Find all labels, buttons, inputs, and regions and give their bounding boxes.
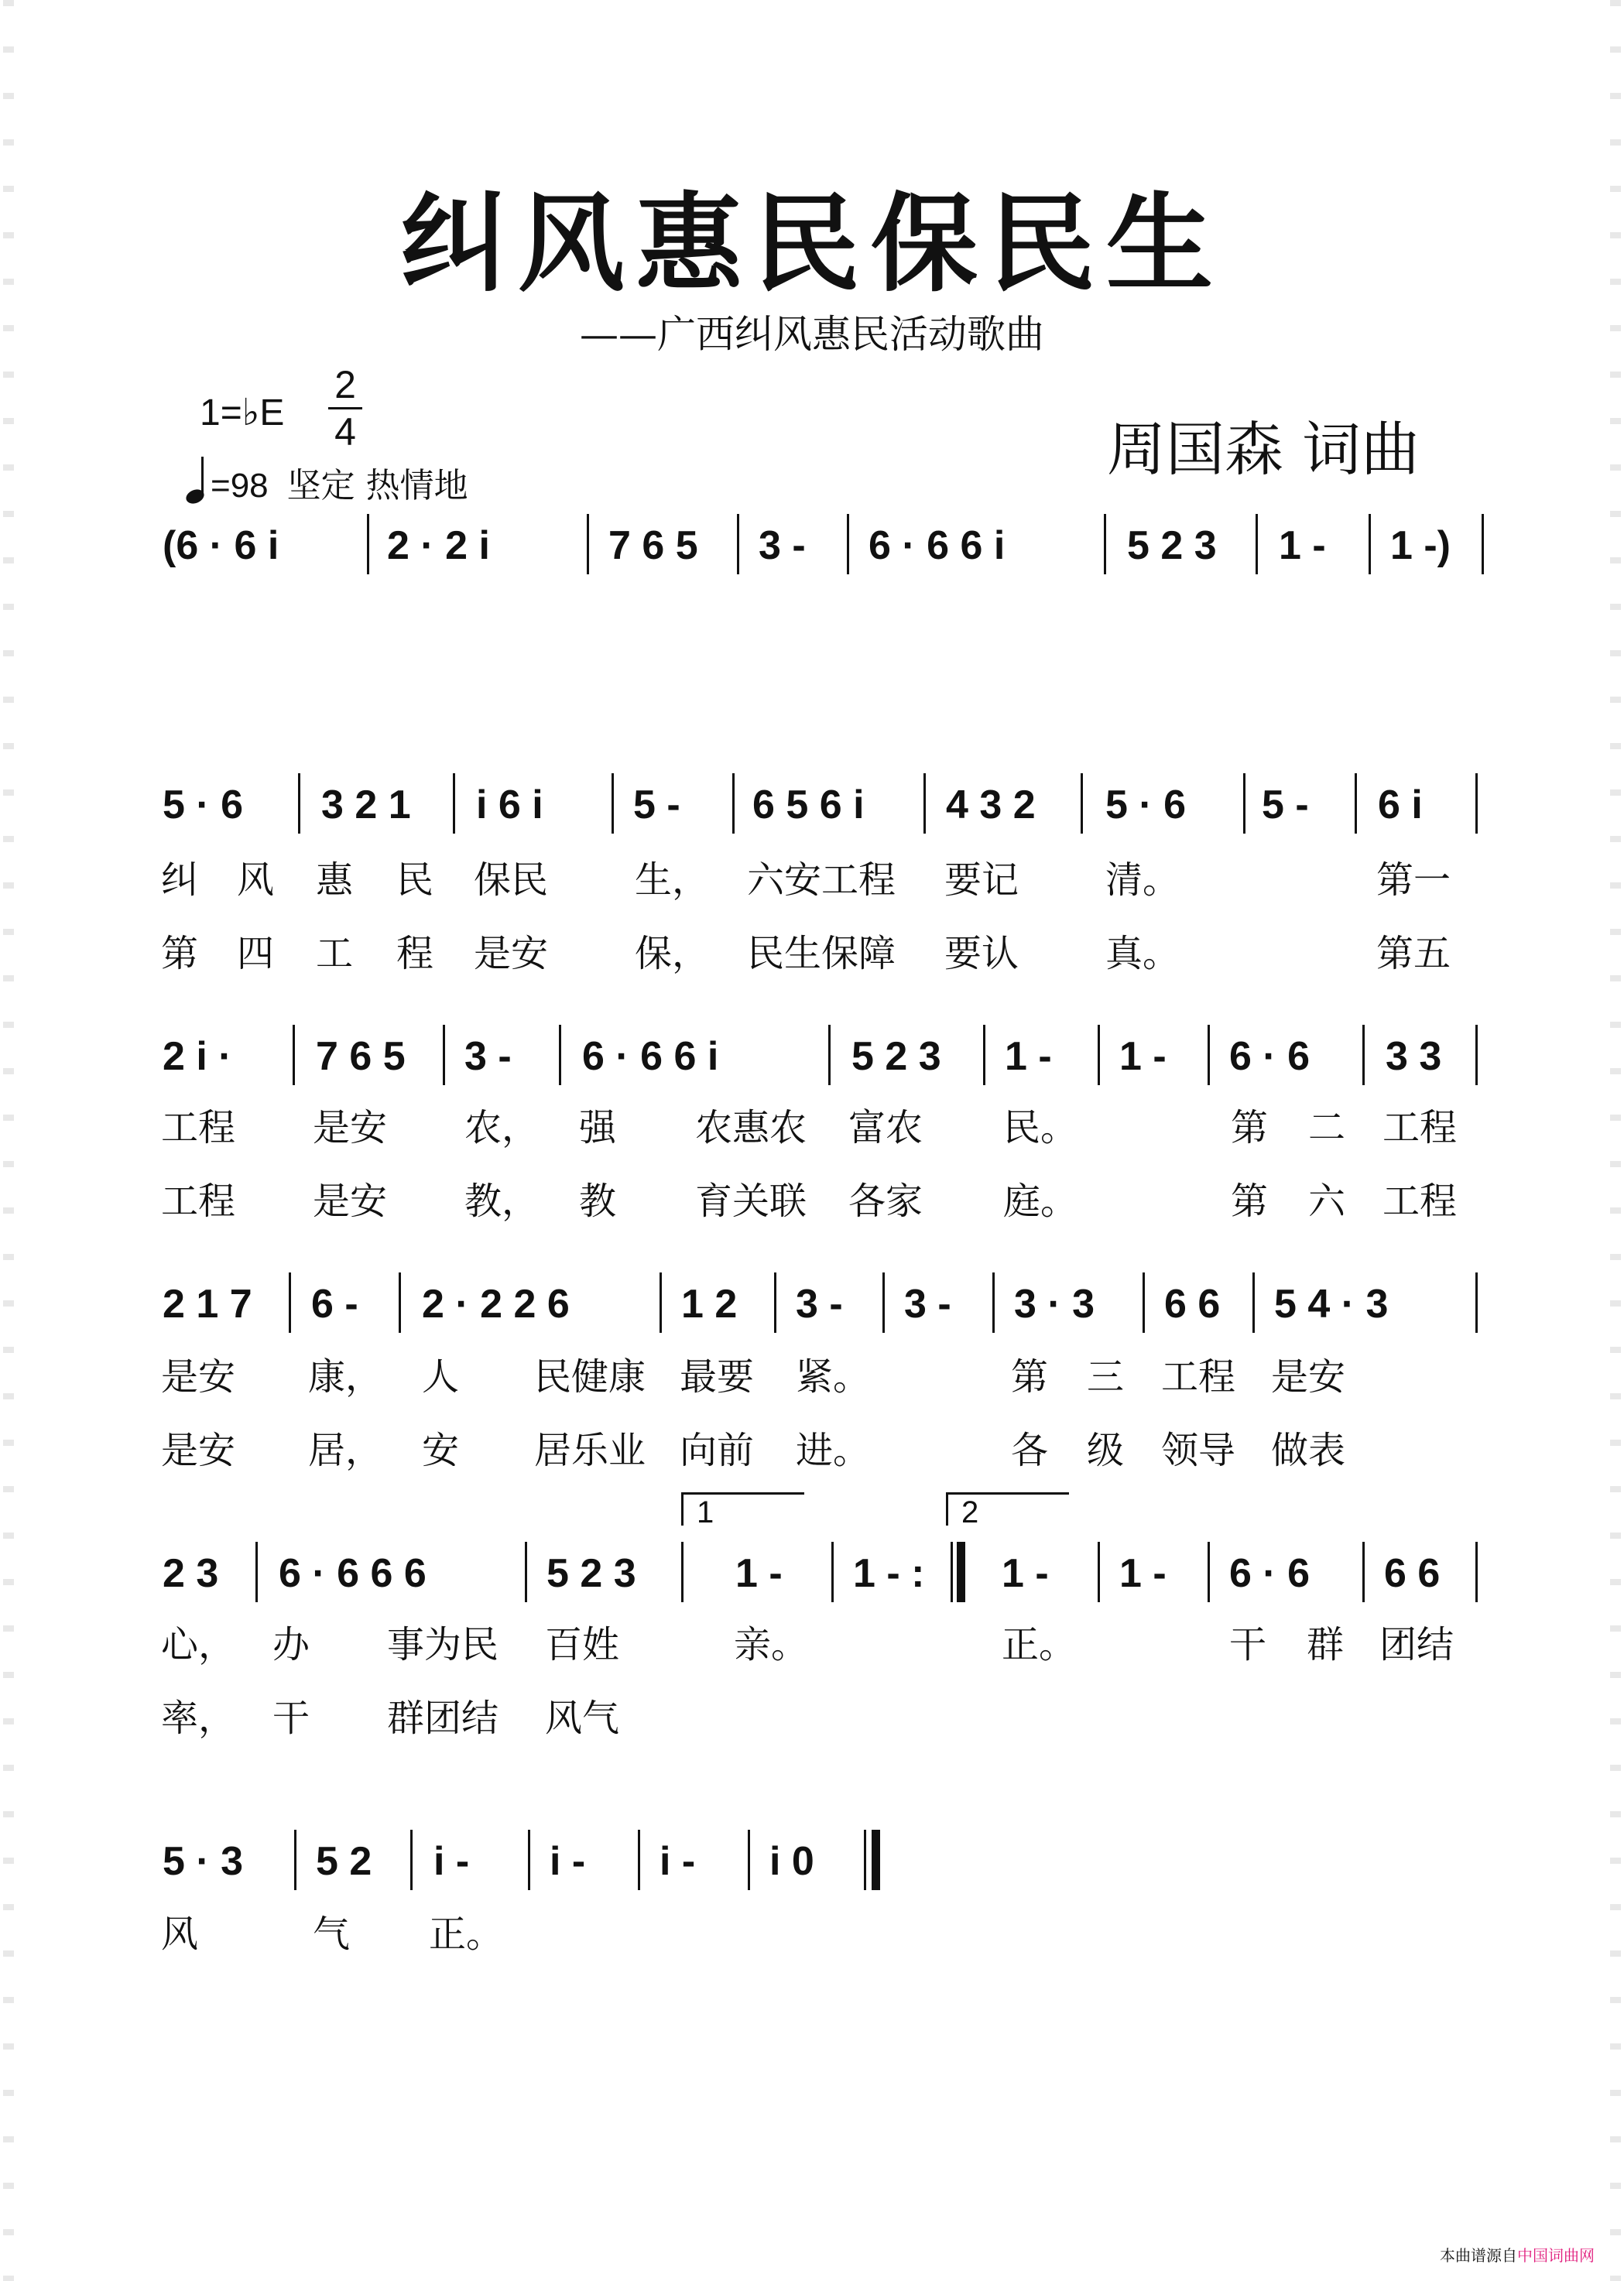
song-subtitle: ——广西纠风惠民活动歌曲 bbox=[580, 312, 1044, 357]
lyric-word: 亲。 bbox=[734, 1623, 809, 1666]
staff-row bbox=[0, 1539, 1624, 1608]
lyric-word: 工程 bbox=[1382, 1106, 1458, 1149]
lyric-word: 是安 bbox=[474, 932, 549, 975]
measure: 3 · 3 bbox=[1014, 1282, 1095, 1327]
lyric-word: 气 bbox=[313, 1913, 351, 1956]
lyric-line-5 bbox=[0, 1347, 1624, 1399]
lyric-word: 民。 bbox=[1003, 1106, 1078, 1149]
measure: i - bbox=[433, 1839, 470, 1884]
measure: 5 · 6 bbox=[163, 783, 244, 827]
lyric-word: 团结 bbox=[1379, 1623, 1454, 1666]
lyric-line-4 bbox=[0, 1171, 1624, 1223]
lyric-word: 百姓 bbox=[545, 1623, 620, 1666]
measure: 6 6 bbox=[1384, 1551, 1441, 1596]
lyric-line-7 bbox=[0, 1615, 1624, 1666]
measure: 5 - bbox=[1262, 783, 1309, 827]
lyric-word: 农惠农 bbox=[695, 1106, 807, 1149]
lyric-word: 民 bbox=[396, 858, 434, 902]
lyric-word: 程 bbox=[396, 932, 434, 975]
lyric-word: 是安 bbox=[161, 1429, 236, 1472]
composer-credit: 周国森 词曲 bbox=[1107, 415, 1420, 484]
measure: 1 - bbox=[1119, 1551, 1167, 1596]
staff-row bbox=[0, 1022, 1624, 1091]
lyric-word: 心， bbox=[161, 1623, 236, 1666]
lyric-word: 群 bbox=[1307, 1623, 1345, 1666]
meter-top: 2 bbox=[334, 363, 356, 406]
lyric-word: 真。 bbox=[1105, 932, 1180, 975]
lyric-word: 群团结 bbox=[387, 1697, 499, 1740]
lyric-word: 是安 bbox=[1271, 1355, 1346, 1399]
measure: 1 - : bbox=[853, 1551, 925, 1596]
measure: 6 · 6 6 i bbox=[869, 523, 1006, 568]
lyric-line-9 bbox=[0, 1904, 1624, 1956]
lyric-word: 育关联 bbox=[695, 1180, 807, 1223]
lyric-word: 民生保障 bbox=[747, 932, 896, 975]
measure: 2 1 7 bbox=[163, 1282, 252, 1327]
measure: 6 · 6 bbox=[1229, 1034, 1311, 1079]
lyric-word: 工程 bbox=[1161, 1355, 1236, 1399]
lyric-word: 庭。 bbox=[1003, 1180, 1078, 1223]
expression-marking: 坚定 热情地 bbox=[286, 466, 468, 505]
song-title: 纠风惠民保民生 bbox=[399, 180, 1224, 307]
measure: 2 3 bbox=[163, 1551, 219, 1596]
lyric-word: 第 bbox=[1011, 1355, 1049, 1399]
measure: i - bbox=[550, 1839, 586, 1884]
measure: 5 2 3 bbox=[1127, 523, 1217, 568]
measure: 6 6 bbox=[1164, 1282, 1221, 1327]
measure: 5 2 3 bbox=[546, 1551, 636, 1596]
measure: 1 2 bbox=[681, 1282, 738, 1327]
measure: 3 - bbox=[904, 1282, 951, 1327]
lyric-word: 级 bbox=[1087, 1429, 1125, 1472]
lyric-word: 康， bbox=[308, 1355, 383, 1399]
measure: 5 2 3 bbox=[851, 1034, 941, 1079]
meter-bottom: 4 bbox=[334, 410, 356, 454]
lyric-word: 事为民 bbox=[387, 1623, 499, 1666]
lyric-word: 第 bbox=[1231, 1106, 1269, 1149]
lyric-word: 是安 bbox=[313, 1180, 388, 1223]
source-prefix: 本曲谱源自 bbox=[1440, 2246, 1517, 2265]
lyric-word: 工程 bbox=[1382, 1180, 1458, 1223]
lyric-line-8 bbox=[0, 1688, 1624, 1740]
lyric-word: 三 bbox=[1087, 1355, 1125, 1399]
measure: 2 · 2 i bbox=[387, 523, 490, 568]
lyric-word: 紧。 bbox=[796, 1355, 871, 1399]
tempo-value: =98 bbox=[211, 467, 269, 505]
measure: 6 5 6 i bbox=[752, 783, 865, 827]
lyric-word: 清。 bbox=[1105, 858, 1180, 902]
lyric-word: 四 bbox=[237, 932, 275, 975]
lyric-word: 教 bbox=[579, 1180, 617, 1223]
lyric-word: 六安工程 bbox=[747, 858, 896, 902]
measure: i 0 bbox=[769, 1839, 814, 1884]
ending-number: 2 bbox=[961, 1495, 979, 1529]
measure: 5 4 · 3 bbox=[1274, 1282, 1389, 1327]
measure: 1 - bbox=[1279, 523, 1326, 568]
lyric-word: 生， bbox=[635, 858, 710, 902]
measure: 5 · 6 bbox=[1105, 783, 1187, 827]
measure: 7 6 5 bbox=[608, 523, 698, 568]
lyric-word: 进。 bbox=[796, 1429, 871, 1472]
lyric-word: 安 bbox=[422, 1429, 460, 1472]
measure: 3 2 1 bbox=[321, 783, 411, 827]
lyric-word: 向前 bbox=[680, 1429, 755, 1472]
measure: 6 · 6 6 i bbox=[582, 1034, 719, 1079]
staff-row bbox=[0, 1269, 1624, 1339]
lyric-word: 风 bbox=[237, 858, 275, 902]
measure: 3 - bbox=[796, 1282, 843, 1327]
lyric-word: 富农 bbox=[848, 1106, 923, 1149]
staff-row bbox=[0, 770, 1624, 840]
lyric-word: 第一 bbox=[1376, 858, 1451, 902]
lyric-word: 各家 bbox=[848, 1180, 923, 1223]
lyric-word: 惠 bbox=[316, 858, 354, 902]
lyric-line-6 bbox=[0, 1420, 1624, 1472]
measure: 5 2 bbox=[316, 1839, 372, 1884]
lyric-word: 办 bbox=[272, 1623, 310, 1666]
measure: 6 · 6 6 6 bbox=[279, 1551, 427, 1596]
time-signature bbox=[328, 364, 362, 453]
lyric-word: 工程 bbox=[161, 1106, 236, 1149]
lyric-word: 干 bbox=[272, 1697, 310, 1740]
measure: 1 - bbox=[1002, 1551, 1049, 1596]
measure: 3 3 bbox=[1386, 1034, 1442, 1079]
lyric-word: 干 bbox=[1229, 1623, 1267, 1666]
measure: 3 - bbox=[464, 1034, 512, 1079]
lyric-word: 率， bbox=[161, 1697, 236, 1740]
lyric-word: 领导 bbox=[1161, 1429, 1236, 1472]
source-credit bbox=[1440, 2243, 1595, 2266]
lyric-word: 风 bbox=[161, 1913, 199, 1956]
lyric-word: 强 bbox=[579, 1106, 617, 1149]
source-site[interactable]: 中国词曲网 bbox=[1517, 2246, 1595, 2265]
measure: 2 · 2 2 6 bbox=[422, 1282, 570, 1327]
lyric-word: 要记 bbox=[944, 858, 1019, 902]
lyric-word: 工 bbox=[316, 932, 354, 975]
lyric-word: 居， bbox=[308, 1429, 383, 1472]
lyric-line-1 bbox=[0, 850, 1624, 902]
lyric-word: 要认 bbox=[944, 932, 1019, 975]
key-signature: 1=♭E bbox=[200, 392, 285, 433]
lyric-word: 是安 bbox=[161, 1355, 236, 1399]
measure: i - bbox=[660, 1839, 696, 1884]
measure: 3 - bbox=[759, 523, 806, 568]
lyric-word: 农， bbox=[464, 1106, 540, 1149]
lyric-word: 第 bbox=[161, 932, 199, 975]
measure: (6 · 6 i bbox=[163, 523, 279, 568]
measure: 6 i bbox=[1378, 783, 1423, 827]
measure: 4 3 2 bbox=[946, 783, 1036, 827]
tempo-marking bbox=[186, 457, 468, 507]
staff-row-intro bbox=[0, 511, 1624, 581]
lyric-word: 正。 bbox=[1002, 1623, 1077, 1666]
measure: 1 - bbox=[1119, 1034, 1167, 1079]
lyric-word: 第 bbox=[1231, 1180, 1269, 1223]
lyric-line-3 bbox=[0, 1098, 1624, 1149]
ending-number: 1 bbox=[697, 1495, 714, 1529]
lyric-word: 第五 bbox=[1376, 932, 1451, 975]
lyric-word: 保， bbox=[635, 932, 710, 975]
lyric-word: 工程 bbox=[161, 1180, 236, 1223]
measure: i 6 i bbox=[476, 783, 543, 827]
measure: 2 i · bbox=[163, 1034, 232, 1079]
lyric-word: 保民 bbox=[474, 858, 549, 902]
lyric-word: 人 bbox=[422, 1355, 460, 1399]
measure: 6 - bbox=[311, 1282, 358, 1327]
measure: 6 · 6 bbox=[1229, 1551, 1311, 1596]
measure: 1 - bbox=[735, 1551, 783, 1596]
lyric-line-2 bbox=[0, 923, 1624, 975]
lyric-word: 六 bbox=[1308, 1180, 1346, 1223]
lyric-word: 是安 bbox=[313, 1106, 388, 1149]
lyric-word: 正。 bbox=[429, 1913, 504, 1956]
quarter-note-icon bbox=[186, 457, 204, 503]
lyric-word: 居乐业 bbox=[534, 1429, 646, 1472]
measure: 5 - bbox=[633, 783, 680, 827]
lyric-word: 民健康 bbox=[534, 1355, 646, 1399]
measure: 7 6 5 bbox=[316, 1034, 406, 1079]
lyric-word: 二 bbox=[1308, 1106, 1346, 1149]
lyric-word: 纠 bbox=[161, 858, 199, 902]
lyric-word: 教， bbox=[464, 1180, 540, 1223]
staff-row bbox=[0, 1827, 1624, 1896]
lyric-word: 各 bbox=[1011, 1429, 1049, 1472]
measure: 5 · 3 bbox=[163, 1839, 244, 1884]
measure: 1 - bbox=[1005, 1034, 1052, 1079]
measure: 1 -) bbox=[1390, 523, 1451, 568]
lyric-word: 做表 bbox=[1271, 1429, 1346, 1472]
lyric-word: 最要 bbox=[680, 1355, 755, 1399]
lyric-word: 风气 bbox=[545, 1697, 620, 1740]
